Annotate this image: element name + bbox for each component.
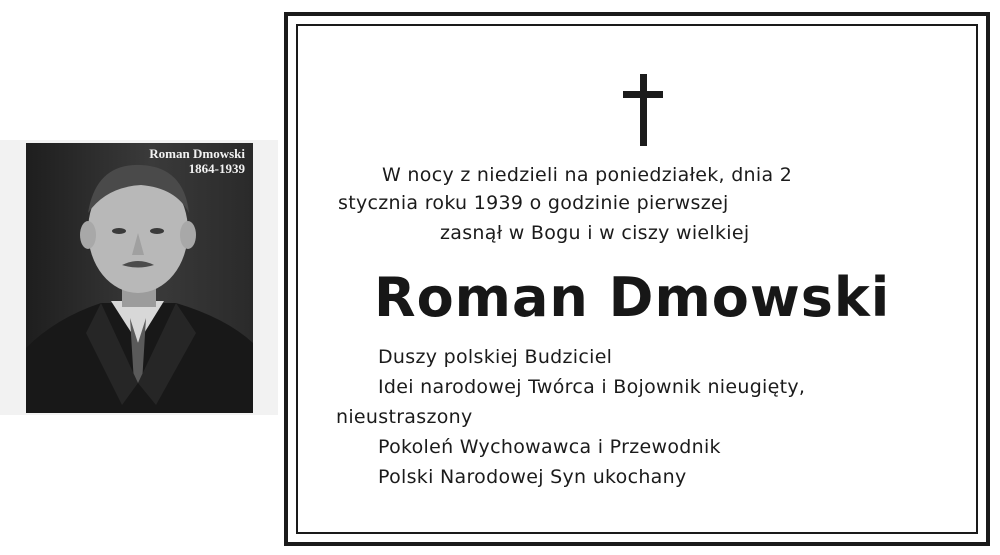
intro-line-2: stycznia roku 1939 o godzinie pierwszej: [338, 192, 729, 214]
verse-line-3: nieustraszony: [336, 406, 473, 428]
deceased-name: Roman Dmowski: [374, 266, 891, 329]
intro-line-1: W nocy z niedzieli na poniedziałek, dnia 2: [382, 164, 793, 186]
photo-caption: [149, 146, 245, 176]
portrait-figure: [26, 143, 253, 413]
caption-name: Roman Dmowski: [149, 146, 245, 161]
verse-line-4: Pokoleń Wychowawca i Przewodnik: [378, 436, 721, 458]
caption-years: 1864-1939: [188, 161, 245, 176]
obituary-notice: [284, 12, 990, 546]
verse-line-5: Polski Narodowej Syn ukochany: [378, 466, 687, 488]
latin-cross-icon: [623, 74, 663, 146]
intro-line-3: zasnął w Bogu i w ciszy wielkiej: [440, 222, 750, 244]
verse-line-2: Idei narodowej Twórca i Bojownik nieugięty,: [378, 376, 806, 398]
verse-line-1: Duszy polskiej Budziciel: [378, 346, 613, 368]
portrait-photo: [26, 143, 253, 413]
